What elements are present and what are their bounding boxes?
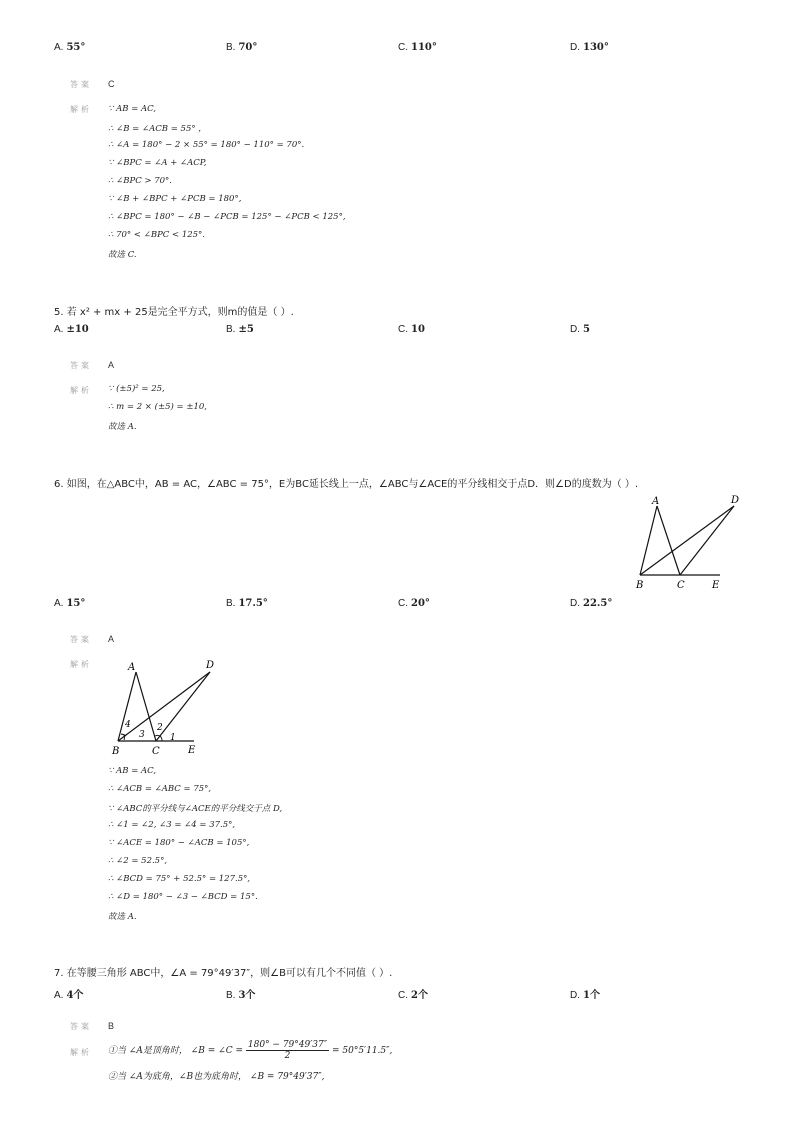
q6-fig-line-ac: [657, 506, 680, 575]
q4-analysis-line: ∵ ∠BPC = ∠A + ∠ACP,: [108, 158, 207, 168]
q6-fig-label-e: E: [712, 580, 720, 591]
q7-option-c[interactable]: C. 2个: [398, 990, 428, 1001]
q6-analysis-line: ∵ AB = AC,: [108, 766, 157, 776]
q7-option-d[interactable]: D. 1个: [570, 990, 600, 1001]
q5-analysis-line: ∴ m = 2 × (±5) = ±10,: [108, 402, 207, 412]
q7-option-b[interactable]: B. 3个: [226, 990, 256, 1001]
q6-fig-label-b: B: [636, 580, 644, 591]
q6-fig2-angle-4: 4: [125, 720, 131, 730]
q4-analysis-line: ∴ ∠A = 180° − 2 × 55° = 180° − 110° = 70°.: [108, 140, 305, 150]
q6-option-b[interactable]: B. 17.5°: [226, 598, 268, 609]
q6-figure: [630, 492, 745, 592]
q7-answer-label: 答案: [70, 1022, 92, 1031]
q7-case1-fraction: $\frac{180^\circ - 79^\circ 49'37''}{2}$: [247, 1040, 328, 1061]
q6-analysis-line: ∵ ∠ABC的平分线与∠ACE的平分线交于点 D,: [108, 804, 283, 814]
q6-fig-label-a: A: [652, 496, 660, 507]
q6-option-a[interactable]: A. 15°: [54, 598, 86, 609]
q4-answer: C: [108, 79, 115, 89]
q4-option-c[interactable]: C. 110°: [398, 42, 437, 53]
q6-analysis-label: 解析: [70, 660, 92, 669]
q6-analysis-line: 故选 A.: [108, 912, 137, 922]
q5-option-b[interactable]: B. ±5: [226, 324, 254, 335]
q4-analysis-line: ∵ ∠B + ∠BPC + ∠PCB = 180°,: [108, 194, 242, 204]
q5-stem: 5. 若 x² + mx + 25是完全平方式，则m的值是（ ）.: [54, 307, 294, 318]
q7-case1: ①当 ∠A是顶角时， ∠B = ∠C = $\frac{180^\circ - 79^\circ 49'37''}{2}$ = 50°5′11.5″,: [108, 1040, 393, 1061]
q6-fig2-label-a: A: [128, 662, 136, 673]
q5-option-c[interactable]: C. 10: [398, 324, 425, 335]
q6-answer-label: 答案: [70, 635, 92, 644]
q7-stem: 7. 在等腰三角形 ABC中，∠A = 79°49′37″，则∠B可以有几个不同值（ ）.: [54, 968, 393, 979]
q4-option-d[interactable]: D. 130°: [570, 42, 609, 53]
q6-fig2-label-b: B: [112, 746, 120, 757]
q4-analysis-line: ∴ ∠BPC = 180° − ∠B − ∠PCB = 125° − ∠PCB < 125°,: [108, 212, 346, 222]
q5-option-a[interactable]: A. ±10: [54, 324, 89, 335]
q6-fig2-label-d: D: [206, 660, 215, 671]
q6-fig2-angle-2: 2: [157, 723, 163, 733]
q4-analysis-line: ∴ ∠BPC > 70°.: [108, 176, 172, 186]
q4-option-b[interactable]: B. 70°: [226, 42, 258, 53]
q4-analysis-label: 解析: [70, 105, 92, 114]
q7-case2: ②当 ∠A为底角，∠B也为底角时， ∠B = 79°49′37″,: [108, 1072, 325, 1082]
q6-fig2-label-e: E: [188, 745, 196, 756]
q4-analysis-line: ∴ 70° < ∠BPC < 125°.: [108, 230, 205, 240]
q7-option-a[interactable]: A. 4个: [54, 990, 84, 1001]
q6-answer: A: [108, 634, 115, 644]
q6-option-c[interactable]: C. 20°: [398, 598, 430, 609]
q6-fig-label-d: D: [731, 495, 740, 506]
q4-answer-label: 答案: [70, 80, 92, 89]
q6-analysis-line: ∴ ∠BCD = 75° + 52.5° = 127.5°,: [108, 874, 251, 884]
q7-analysis-label: 解析: [70, 1048, 92, 1057]
q6-stem: 6. 如图，在△ABC中，AB = AC，∠ABC = 75°，E为BC延长线上一点，∠ABC与∠ACE的平分线相交于点D．则∠D的度数为（ ）.: [54, 479, 639, 490]
q6-analysis-line: ∴ ∠D = 180° − ∠3 − ∠BCD = 15°.: [108, 892, 258, 902]
q6-analysis-line: ∴ ∠1 = ∠2, ∠3 = ∠4 = 37.5°,: [108, 820, 236, 830]
q4-option-a[interactable]: A. 55°: [54, 42, 86, 53]
q6-analysis-line: ∵ ∠ACE = 180° − ∠ACB = 105°,: [108, 838, 250, 848]
q5-analysis-line: ∵ (±5)² = 25,: [108, 384, 165, 394]
q6-analysis-line: ∴ ∠ACB = ∠ABC = 75°,: [108, 784, 212, 794]
q6-analysis-line: ∴ ∠2 = 52.5°,: [108, 856, 168, 866]
q6-fig-label-c: C: [677, 580, 685, 591]
q6-fig2-angle-3: 3: [139, 730, 145, 740]
q5-answer: A: [108, 360, 115, 370]
q5-analysis-line: 故选 A.: [108, 422, 137, 432]
q5-answer-label: 答案: [70, 361, 92, 370]
q6-fig2-angle-1: 1: [170, 733, 176, 743]
q4-analysis-line: ∴ ∠B = ∠ACB = 55° ，: [108, 124, 207, 134]
q5-analysis-label: 解析: [70, 386, 92, 395]
q4-analysis-line: ∵ AB = AC,: [108, 104, 157, 114]
q5-option-d[interactable]: D. 5: [570, 324, 590, 335]
q4-analysis-line: 故选 C.: [108, 250, 137, 260]
q6-analysis-figure: [108, 656, 220, 760]
q7-answer: B: [108, 1021, 115, 1031]
q6-fig2-label-c: C: [152, 746, 160, 757]
q6-fig-line-cd: [680, 506, 734, 575]
q6-option-d[interactable]: D. 22.5°: [570, 598, 613, 609]
